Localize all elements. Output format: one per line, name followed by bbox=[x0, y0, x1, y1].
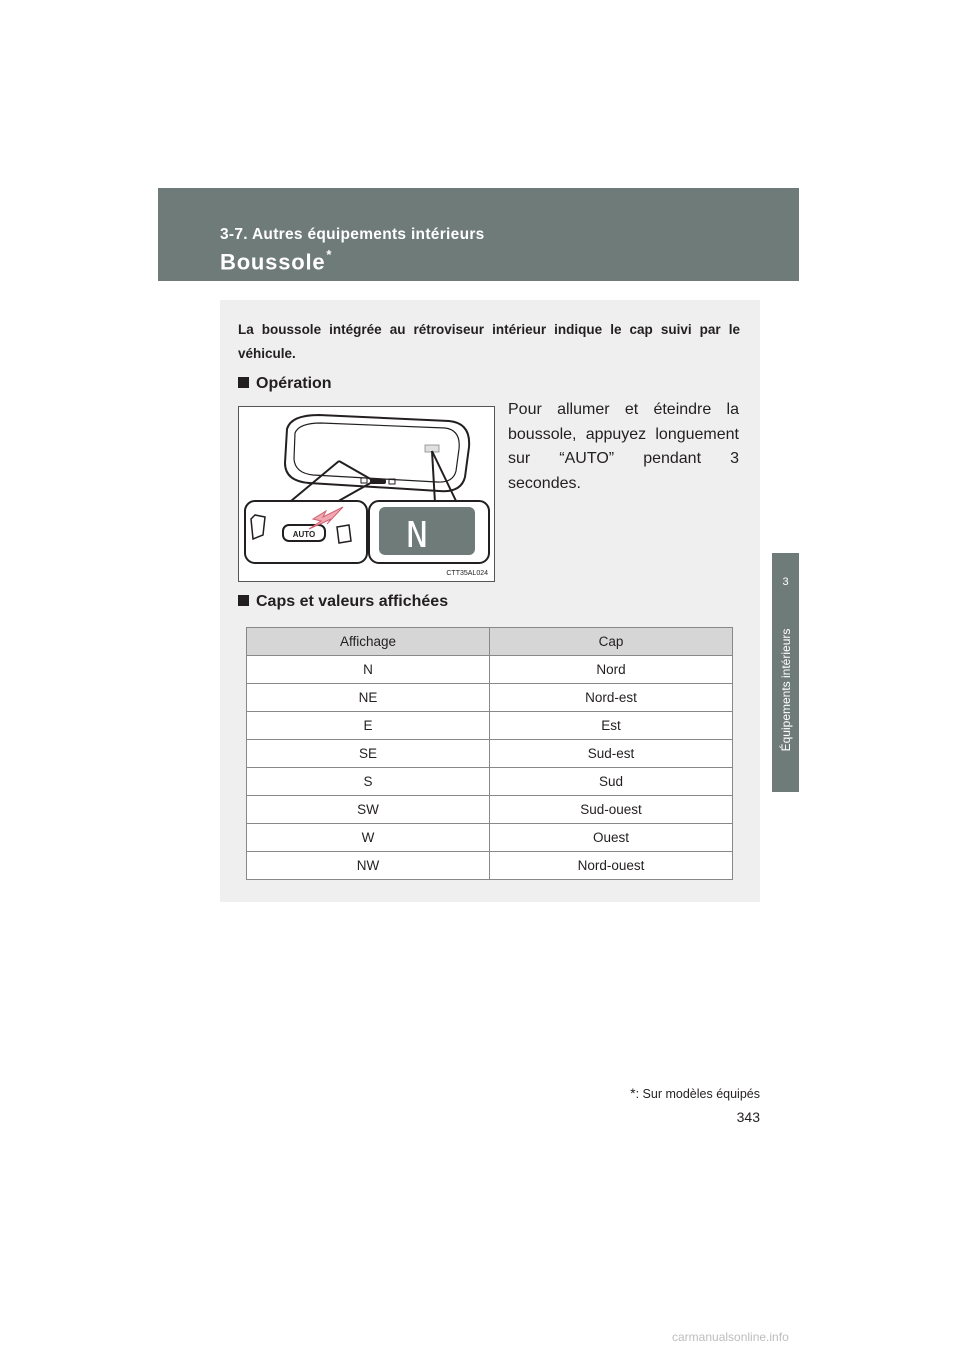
footnote-asterisk: * bbox=[630, 1085, 636, 1101]
table-cell: NW bbox=[247, 852, 490, 880]
square-bullet-icon bbox=[238, 595, 249, 606]
table-cell: SW bbox=[247, 796, 490, 824]
chapter-number: 3 bbox=[782, 576, 789, 588]
table-row bbox=[247, 684, 733, 712]
table-cell: E bbox=[247, 712, 490, 740]
title-asterisk: * bbox=[326, 247, 333, 262]
rearview-mirror-icon bbox=[239, 407, 494, 581]
table-cell: Nord-est bbox=[490, 684, 733, 712]
compass-display-letter: N bbox=[406, 515, 428, 556]
table-cell: Sud bbox=[490, 768, 733, 796]
table-cell: Nord-ouest bbox=[490, 852, 733, 880]
section-label: 3-7. Autres équipements intérieurs bbox=[220, 226, 485, 243]
chapter-label: Équipements intérieurs bbox=[779, 628, 793, 752]
table-cell: N bbox=[247, 656, 490, 684]
caps-heading-text: Caps et valeurs affichées bbox=[256, 593, 449, 610]
page-number: 343 bbox=[736, 1109, 760, 1125]
illustration-code: CTT35AL024 bbox=[446, 570, 488, 577]
operation-heading bbox=[238, 375, 332, 393]
table-row bbox=[247, 712, 733, 740]
operation-text: Pour allumer et éteindre la boussole, appuyez longuement sur “AUTO” pendant 3 secondes. bbox=[508, 401, 739, 492]
mirror-illustration bbox=[238, 406, 495, 582]
caps-heading bbox=[238, 593, 448, 611]
caps-table bbox=[246, 627, 733, 880]
page-title-text: Boussole bbox=[220, 249, 326, 275]
table-cell: Nord bbox=[490, 656, 733, 684]
table-row bbox=[247, 796, 733, 824]
table-cell: W bbox=[247, 824, 490, 852]
table-row bbox=[247, 852, 733, 880]
operation-heading-text: Opération bbox=[256, 375, 332, 392]
column-header-affichage: Affichage bbox=[247, 628, 490, 656]
table-cell: Sud-est bbox=[490, 740, 733, 768]
table-row bbox=[247, 824, 733, 852]
table-header-row bbox=[247, 628, 733, 656]
watermark: carmanualsonline.info bbox=[672, 1330, 789, 1344]
footnote bbox=[630, 1085, 760, 1101]
square-bullet-icon bbox=[238, 377, 249, 388]
table-cell: S bbox=[247, 768, 490, 796]
table-cell: SE bbox=[247, 740, 490, 768]
table-row bbox=[247, 656, 733, 684]
table-cell: Est bbox=[490, 712, 733, 740]
table-cell: NE bbox=[247, 684, 490, 712]
column-header-cap: Cap bbox=[490, 628, 733, 656]
table-row bbox=[247, 768, 733, 796]
intro-text: La boussole intégrée au rétroviseur intérieur indique le cap suivi par le véhicule. bbox=[238, 322, 740, 361]
auto-button-label: AUTO bbox=[292, 530, 316, 539]
footnote-text: : Sur modèles équipés bbox=[635, 1087, 760, 1101]
table-cell: Ouest bbox=[490, 824, 733, 852]
page-title bbox=[220, 249, 332, 275]
table-cell: Sud-ouest bbox=[490, 796, 733, 824]
table-row bbox=[247, 740, 733, 768]
